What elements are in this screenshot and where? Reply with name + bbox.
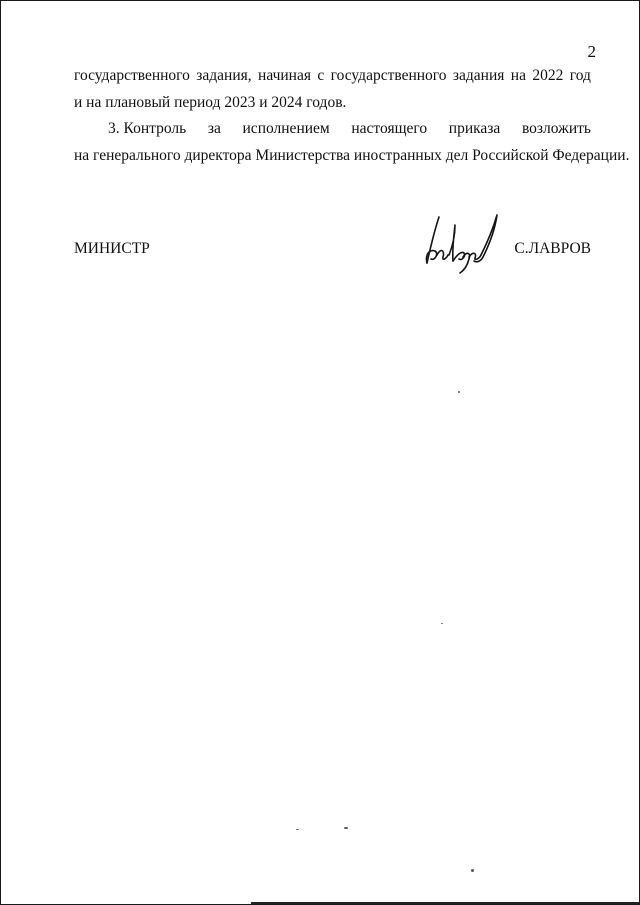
paragraph-line-3 xyxy=(108,119,591,139)
word: за xyxy=(207,120,221,137)
word: исполнением xyxy=(242,120,330,137)
word: 3. Контроль xyxy=(108,120,187,137)
scan-speck xyxy=(344,827,348,829)
word: возложить xyxy=(521,120,591,137)
handwritten-signature xyxy=(419,211,505,275)
word: государственного xyxy=(74,67,190,84)
word: с xyxy=(317,67,325,84)
word: 2022 xyxy=(532,67,564,84)
word: год xyxy=(569,67,591,84)
scan-edge xyxy=(251,902,639,904)
signatory-title: МИНИСТР xyxy=(74,240,150,257)
page-number: 2 xyxy=(587,42,596,61)
word: настоящего xyxy=(351,120,428,137)
word: приказа xyxy=(448,120,501,137)
signatory-name: С.ЛАВРОВ xyxy=(514,240,591,257)
word: задания xyxy=(452,67,505,84)
scan-speck xyxy=(296,829,299,830)
word: начиная xyxy=(258,67,311,84)
paragraph-line-4: на генерального директора Министерства иностранных дел Российской Федерации. xyxy=(74,147,630,164)
word: государственного xyxy=(330,67,447,84)
paragraph-line-1 xyxy=(74,66,591,86)
scan-speck xyxy=(458,391,460,393)
paragraph-line-2: и на плановый период 2023 и 2024 годов. xyxy=(74,94,347,111)
word: на xyxy=(510,67,526,84)
word: задания, xyxy=(196,67,252,84)
scan-speck xyxy=(441,623,443,624)
scan-speck xyxy=(471,869,474,872)
